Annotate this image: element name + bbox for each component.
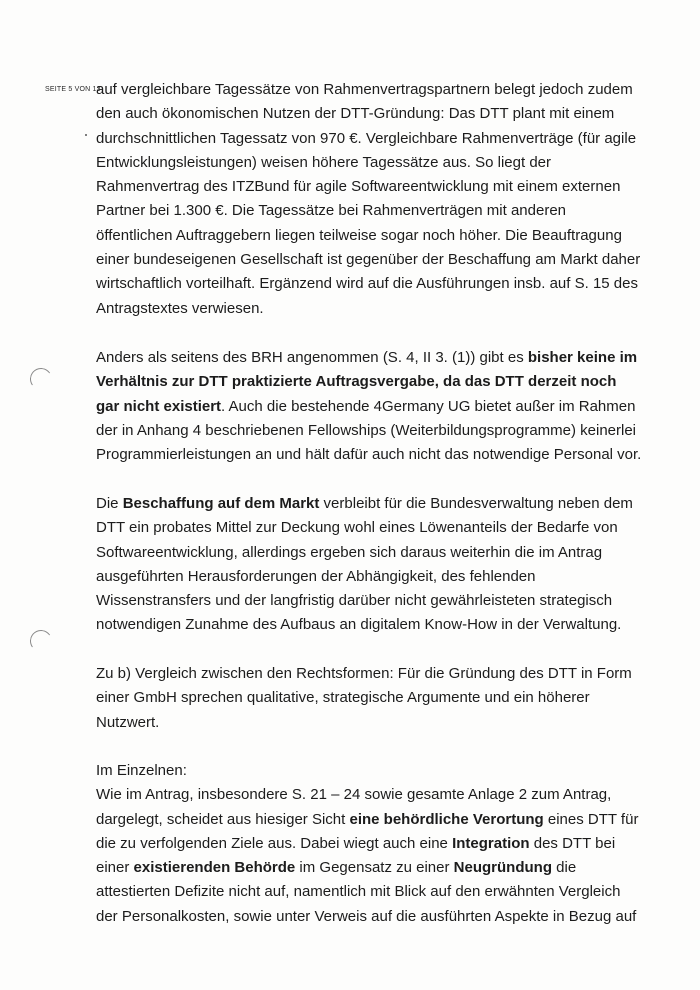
text-run: Rahmenvertrag des ITZBund für agile Softwareentwicklung mit einem externen (96, 178, 621, 196)
text-run: ausgeführten Herausforderungen der Abhängigkeit, des fehlenden (96, 567, 536, 585)
text-line (96, 224, 656, 248)
text-run: einer bundeseigenen Gesellschaft ist gegenüber der Beschaffung am Markt daher (96, 251, 641, 269)
text-line (96, 759, 656, 783)
text-line (96, 492, 656, 516)
text-run: Zu b) Vergleich zwischen den Rechtsformen: Für die Gründung des DTT in Form (96, 665, 632, 682)
text-line (96, 686, 656, 710)
paragraph-tagessaetze (96, 78, 656, 321)
text-run: durchschnittlichen Tagessatz von 970 €. Vergleichbare Rahmenverträge (für agile (96, 129, 637, 147)
text-line (96, 541, 656, 565)
text-run: DTT ein probates Mittel zur Deckung wohl eines Löwenanteils der Bedarfe von (96, 519, 618, 537)
punch-hole-mark (28, 366, 53, 391)
punch-hole-mark (28, 628, 53, 653)
text-run: Partner bei 1.300 €. Die Tagessätze bei Rahmenverträgen mit anderen (96, 202, 567, 220)
text-run: Die (96, 495, 123, 512)
text-run: öffentlichen Auftraggebern liegen teilweise sogar noch höher. Die Beauftragung (96, 226, 622, 244)
text-line (96, 832, 656, 856)
text-line (96, 613, 656, 637)
paragraph-im-einzelnen (96, 759, 656, 929)
text-run: Wissenstransfers und der langfristig darüber nicht gewährleisteten strategisch (96, 592, 613, 610)
text-run: des DTT bei (529, 834, 616, 852)
text-run: attestierten Defizite nicht auf, namentlich mit Blick auf den erwähnten Vergleich (96, 883, 621, 901)
bold-text-run: Neugründung (453, 859, 552, 877)
text-line (96, 127, 656, 151)
text-line (96, 395, 656, 419)
text-line (96, 370, 656, 394)
text-line (96, 856, 656, 880)
text-line (96, 78, 656, 102)
paragraph-rechtsformen (96, 662, 656, 735)
text-run: Softwareentwicklung, allerdings ergeben sich daraus weiterhin die im Antrag (96, 543, 603, 561)
text-line (96, 199, 656, 223)
text-run: Anders als seitens des BRH angenommen (S. 4, II 3. (1)) gibt es (96, 349, 528, 366)
text-run: Nutzwert. (96, 713, 160, 731)
text-run: Programmierleistungen an und hält dafür auch nicht das notwendige Personal vor. (96, 446, 642, 464)
text-line (96, 297, 656, 321)
text-line (96, 905, 656, 929)
text-line (96, 516, 656, 540)
text-line (96, 102, 656, 126)
text-line (96, 175, 656, 199)
text-run: Antragstextes verwiesen. (96, 299, 264, 317)
text-line (96, 783, 656, 807)
bold-text-run: Verhältnis zur DTT praktizierte Auftragsvergabe, da das DTT derzeit noch (96, 373, 617, 391)
text-line (96, 711, 656, 735)
text-run: dargelegt, scheidet aus hiesiger Sicht (96, 810, 350, 828)
paragraph-beschaffung (96, 492, 656, 638)
text-line (96, 880, 656, 904)
text-run: wirtschaftlich vorteilhaft. Ergänzend wird auf die Ausführungen insb. auf S. 15 des (96, 275, 638, 293)
text-line (96, 419, 656, 443)
text-run: auf vergleichbare Tagessätze von Rahmenvertragspartnern belegt jedoch zudem (96, 81, 633, 98)
bold-text-run: eine behördliche Verortung (349, 810, 544, 828)
text-line (96, 808, 656, 832)
text-run: Entwicklungsleistungen) weisen höhere Tagessätze aus. So liegt der (96, 153, 551, 171)
paragraph-auftragsvergabe (96, 346, 656, 467)
text-line (96, 248, 656, 272)
text-line (96, 565, 656, 589)
page-number-label: SEITE 5 VON 13 (45, 86, 101, 93)
text-line (96, 662, 656, 686)
text-run: Im Einzelnen: (96, 762, 187, 779)
text-run: im Gegensatz zu einer (295, 859, 454, 877)
text-run: der in Anhang 4 beschriebenen Fellowships (Weiterbildungsprogramme) keinerlei (96, 421, 637, 439)
bold-text-run: Integration (452, 834, 530, 852)
bold-text-run: existierenden Behörde (133, 859, 296, 877)
text-run: Wie im Antrag, insbesondere S. 21 – 24 sowie gesamte Anlage 2 zum Antrag, (96, 786, 612, 804)
text-line (96, 346, 656, 370)
text-run: notwendigen Zunahme des Aufbaus an digitalem Know-How in der Verwaltung. (96, 616, 622, 634)
bold-text-run: gar nicht existiert (96, 397, 222, 415)
bold-text-run: bisher keine im (527, 349, 638, 366)
bold-text-run: Beschaffung auf dem Markt (122, 495, 320, 512)
text-run: der Personalkosten, sowie unter Verweis auf die ausführten Aspekte in Bezug auf (96, 907, 637, 925)
text-run: den auch ökonomischen Nutzen der DTT-Gründung: Das DTT plant mit einem (96, 105, 615, 123)
scan-speck (85, 134, 87, 136)
text-run: die (552, 859, 577, 877)
text-run: einer (96, 859, 134, 877)
text-run: . Auch die bestehende 4Germany UG bietet außer im Rahmen (221, 397, 636, 415)
text-line (96, 443, 656, 467)
text-run: die zu verfolgenden Ziele aus. Dabei wiegt auch eine (96, 834, 453, 852)
text-line (96, 151, 656, 175)
text-line (96, 589, 656, 613)
text-run: eines DTT für (543, 810, 639, 828)
text-run: einer GmbH sprechen qualitative, strategische Argumente und ein höherer (96, 689, 590, 707)
text-run: verbleibt für die Bundesverwaltung neben dem (319, 495, 633, 512)
text-line (96, 272, 656, 296)
